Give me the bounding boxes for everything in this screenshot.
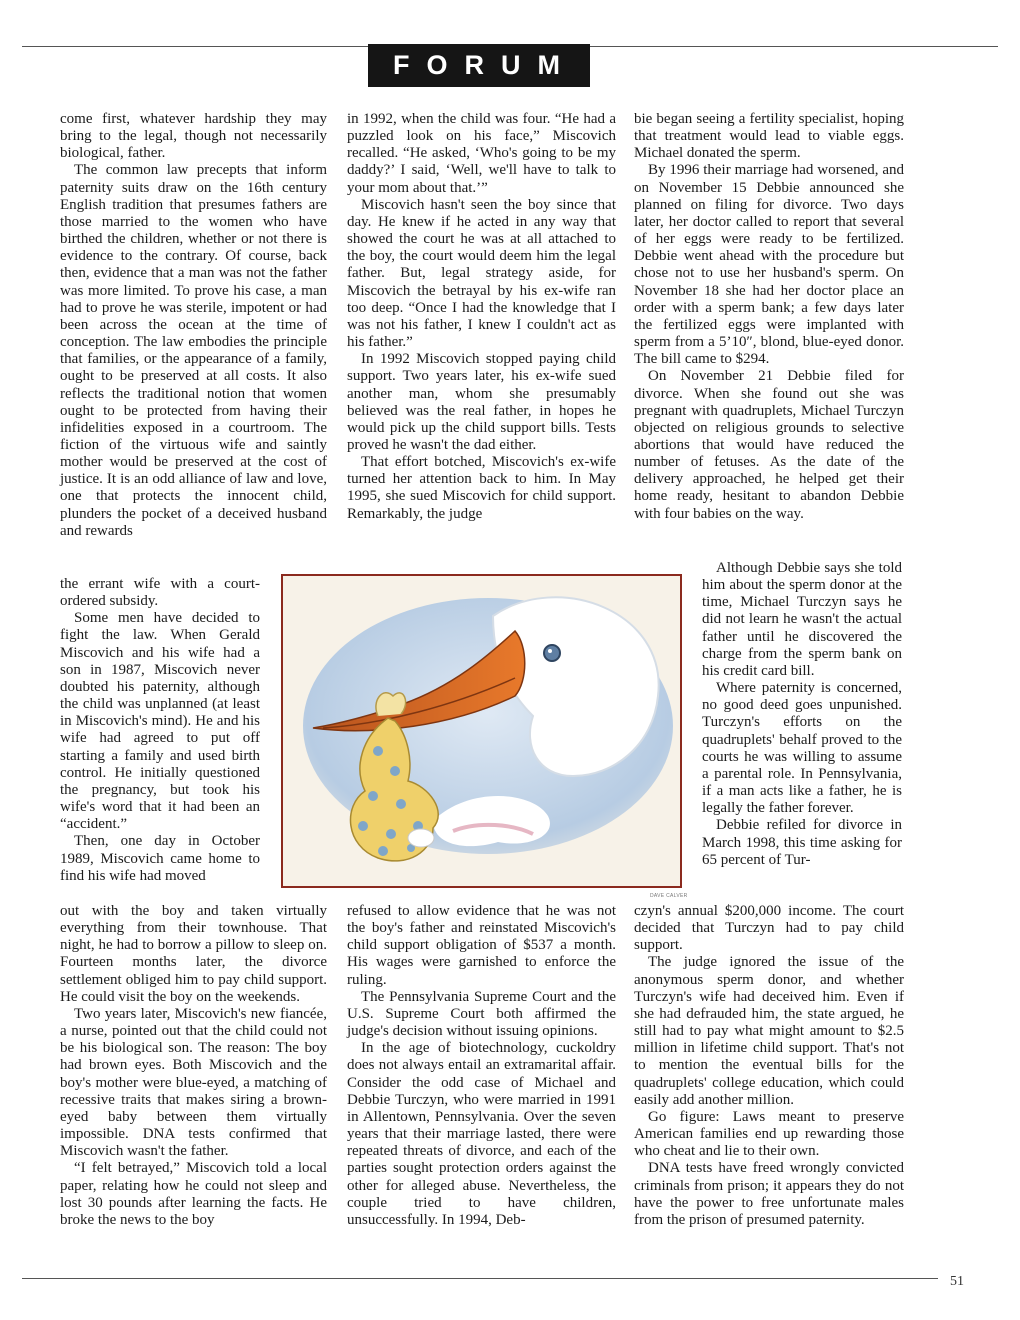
paragraph: Miscovich hasn't seen the boy since that day. He knew if he acted in any way that showed the court he was at all attached to the boy, the court would deem him the legal father. But, legal strategy aside, for Miscovich the betrayal by his ex-wife ran too deep. “Once I had the knowledge that I was not his father, I knew I couldn't act as his father.” (347, 196, 616, 351)
paragraph: The Pennsylvania Supreme Court and the U.S. Supreme Court both affirmed the judge's decision without issuing opinions. (347, 988, 616, 1040)
illustration-credit: DAVE CALVER (650, 893, 688, 899)
stork-illustration (281, 574, 682, 888)
column-1-bottom (60, 903, 327, 1229)
paragraph: The judge ignored the issue of the anonymous sperm donor, and whether Turczyn's wife had deceived him. Even if she had defrauded him, the state argued, he still had to pay what might amount to $2.5 million in lifetime child support. That's not to mention the eventual bills for the quadruplets' college education, which could easily add another million. (634, 954, 904, 1108)
page-number: 51 (950, 1274, 964, 1289)
section-header: FORUM (368, 44, 590, 87)
column-3-top (634, 111, 904, 523)
paragraph: That effort botched, Miscovich's ex-wife turned her attention back to him. In May 1995, she sued Miscovich for child support. Remarkably, the judge (347, 454, 616, 522)
bottom-rule (22, 1278, 938, 1279)
paragraph: Although Debbie says she told him about the sperm donor at the time, Michael Turczyn says he did not learn he wasn't the actual father until he discovered the charge from the sperm bank on his credit card bill. (702, 560, 902, 679)
paragraph: out with the boy and taken virtually everything from their townhouse. That night, he had to borrow a pillow to sleep on. Fourteen months later, the divorce settlement obliged him to pay child support. He could visit the boy on the weekends. (60, 903, 327, 1005)
column-1-top (60, 111, 327, 540)
stork-drawing (283, 576, 680, 886)
paragraph: in 1992, when the child was four. “He had a puzzled look on his face,” Miscovich recalled. “He asked, ‘Who's going to be my daddy?’ I said, ‘Well, we'll have to talk to your mom about that.’” (347, 111, 616, 196)
paragraph: “I felt betrayed,” Miscovich told a local paper, relating how he could not sleep and lost 30 pounds after learning the facts. He broke the news to the boy (60, 1160, 327, 1228)
paragraph: Go figure: Laws meant to preserve American families end up rewarding those who cheat and lie to their own. (634, 1108, 904, 1160)
bundle-knot (376, 693, 406, 716)
column-1-narrow (60, 576, 260, 885)
paragraph: In the age of biotechnology, cuckoldry does not always entail an extramarital affair. Consider the odd case of Michael and Debbie Turczyn, who were married in 1991 in Allentown, Pennsylvania. Over the seven years that their marriage lasted, there were repeated threats of divorce, and each of the parties sought protection orders against the other for alleged abuse. Nevertheless, the couple tried to have children, unsuccessfully. In 1994, Deb- (347, 1040, 616, 1228)
paragraph: Then, one day in October 1989, Miscovich came home to find his wife had moved (60, 833, 260, 884)
paragraph: czyn's annual $200,000 income. The court decided that Turczyn had to pay child support. (634, 903, 904, 954)
paragraph: DNA tests have freed wrongly convicted criminals from prison; it appears they do not have the power to free unfortunate males from the prison of presumed paternity. (634, 1160, 904, 1228)
paragraph: Two years later, Miscovich's new fiancée, a nurse, pointed out that the child could not be his biological son. The reason: The boy had brown eyes. Both Miscovich and the boy's mother were blue-eyed, a matching of recessive traits that makes siring a brown-eyed baby between them virtually impossible. DNA tests confirmed that Miscovich wasn't the father. (60, 1005, 327, 1160)
column-3-bottom (634, 903, 904, 1229)
paragraph: Where paternity is concerned, no good deed goes unpunished. Turczyn's efforts on the quadruplets' behalf proved to the courts he was willing to assume a parental role. In Pennsylvania, if a man acts like a father, he is legally the father forever. (702, 680, 902, 817)
paragraph: On November 21 Debbie filed for divorce. When she found out she was pregnant with quadruplets, Michael Turczyn objected on religious grounds to selective abortions that would have reduced the number of fetuses. As the date of the delivery approached, he helped get their home ready, hesitant to abandon Debbie with four babies on the way. (634, 368, 904, 522)
paragraph: Debbie refiled for divorce in March 1998, this time asking for 65 percent of Tur- (702, 817, 902, 868)
stork-eye (544, 645, 560, 661)
paragraph: refused to allow evidence that he was not the boy's father and reinstated Miscovich's child support obligation of $537 a month. His wages were garnished to enforce the ruling. (347, 903, 616, 988)
baby-foot (408, 829, 434, 847)
column-2-bottom (347, 903, 616, 1229)
paragraph: bie began seeing a fertility specialist, hoping that treatment would lead to viable eggs. Michael donated the sperm. (634, 111, 904, 162)
column-3-narrow (702, 560, 902, 869)
paragraph: In 1992 Miscovich stopped paying child support. Two years later, his ex-wife sued another man, whom she presumably believed was the real father, in hopes he would pick up the child support bills. Tests proved he wasn't the dad either. (347, 351, 616, 453)
paragraph: come first, whatever hardship they may bring to the legal, though not necessarily biological, father. (60, 111, 327, 162)
paragraph: Some men have decided to fight the law. When Gerald Miscovich and his wife had a son in 1987, Miscovich never doubted his paternity, although the child was unplanned (at least in Miscovich's mind). He and his wife had agreed to put off starting a family and used birth control. He initially questioned the pregnancy, but took his wife's word that it had been an “accident.” (60, 610, 260, 833)
paragraph: The common law precepts that inform paternity suits draw on the 16th century English tradition that presumes fathers are those married to the women who have birthed the children, whether or not there is evidence to the contrary. Of course, back then, evidence that a man was not the father was more limited. To prove his case, a man had to prove he was sterile, impotent or had been across the ocean at the time of conception. The law embodies the principle that families, or the appearance of a family, ought to be preserved at all costs. It also reflects the traditional notion that women ought to be protected from having their infidelities exposed in a courtroom. The fiction of the virtuous wife and saintly mother would be preserved at the cost of justice. It is an odd alliance of law and love, one that protects the innocent child, plunders the pocket of a deceived husband and rewards (60, 162, 327, 539)
column-2-top (347, 111, 616, 523)
paragraph: the errant wife with a court-ordered subsidy. (60, 576, 260, 610)
paragraph: By 1996 their marriage had worsened, and on November 15 Debbie announced she planned on filing for divorce. Two days later, her doctor called to report that several of her eggs were ready to be fertilized. Debbie went ahead with the procedure but chose not to use her husband's sperm. On November 18 she had her doctor place an order with a sperm bank; a few days later the fertilized eggs were implanted with sperm from a 5’10″, blond, blue-eyed donor. The bill came to $294. (634, 162, 904, 368)
